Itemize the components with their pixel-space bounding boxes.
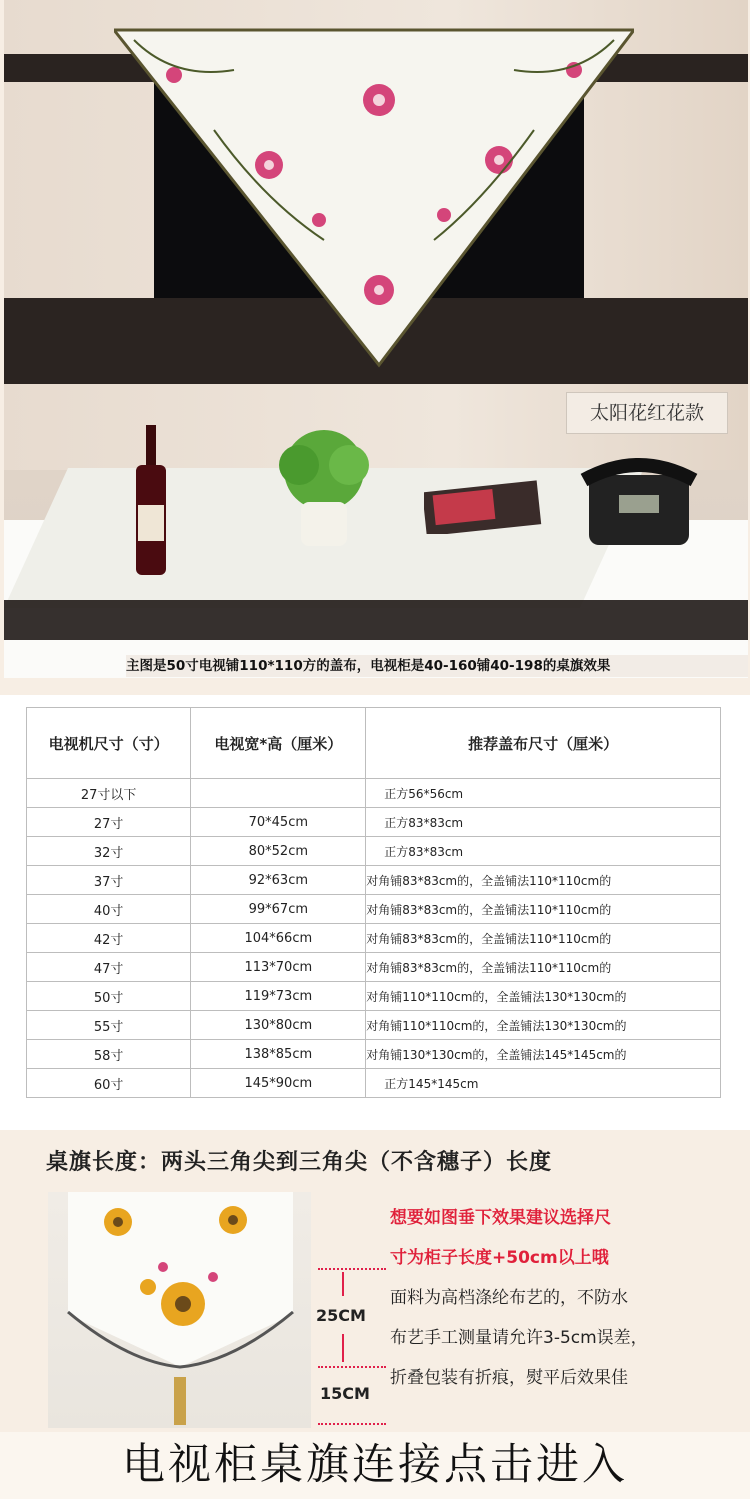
tv-cover-doily (114, 0, 634, 370)
dimension-line-bottom (318, 1423, 386, 1425)
telephone (579, 455, 699, 550)
dimension-line-top (318, 1268, 386, 1270)
cell-cover-size: 正方56*56cm (366, 779, 721, 808)
runner-length-title: 桌旗长度：两头三角尖到三角尖（不含穗子）长度 (46, 1150, 553, 1175)
size-table (26, 707, 721, 1098)
note-line: 布艺手工测量请允许3-5cm误差， (390, 1328, 648, 1348)
size-table-row (27, 1040, 721, 1069)
size-table-row (27, 953, 721, 982)
cell-cover-size: 正方145*145cm (366, 1069, 721, 1098)
size-table-row (27, 837, 721, 866)
cell-tv-dimensions: 80*52cm (191, 837, 366, 866)
cell-cover-size: 对角铺83*83cm的，全盖铺法110*110cm的 (366, 895, 721, 924)
size-table-row (27, 895, 721, 924)
dimension-label-15cm: 15CM (320, 1384, 370, 1403)
cell-tv-size: 40寸 (27, 895, 191, 924)
cell-tv-size: 32寸 (27, 837, 191, 866)
header-cover-size: 推荐盖布尺寸（厘米） (366, 708, 721, 779)
cell-tv-dimensions: 145*90cm (191, 1069, 366, 1098)
cabinet-runner-link[interactable]: 电视柜桌旗连接点击进入 (0, 1432, 750, 1499)
cell-cover-size: 对角铺83*83cm的，全盖铺法110*110cm的 (366, 866, 721, 895)
cell-tv-size: 55寸 (27, 1011, 191, 1040)
cell-tv-dimensions: 113*70cm (191, 953, 366, 982)
cell-cover-size: 对角铺130*130cm的，全盖铺法145*145cm的 (366, 1040, 721, 1069)
cell-cover-size: 对角铺83*83cm的，全盖铺法110*110cm的 (366, 953, 721, 982)
dimension-arrow-25-lower (342, 1334, 344, 1362)
cell-tv-size: 37寸 (27, 866, 191, 895)
note-line: 想要如图垂下效果建议选择尺 (390, 1208, 611, 1228)
cell-cover-size: 对角铺110*110cm的，全盖铺法130*130cm的 (366, 982, 721, 1011)
cell-tv-dimensions: 119*73cm (191, 982, 366, 1011)
size-table-row (27, 982, 721, 1011)
wine-bottle (134, 425, 168, 575)
cell-tv-dimensions: 99*67cm (191, 895, 366, 924)
cell-tv-dimensions: 70*45cm (191, 808, 366, 837)
cell-tv-dimensions: 130*80cm (191, 1011, 366, 1040)
size-table-row (27, 1011, 721, 1040)
size-table-header (27, 708, 721, 779)
size-table-row (27, 924, 721, 953)
product-notes (390, 1198, 730, 1398)
cell-tv-size: 42寸 (27, 924, 191, 953)
header-tv-dimensions: 电视宽*高（厘米） (191, 708, 366, 779)
size-chart-panel (0, 695, 750, 1130)
cell-tv-size: 58寸 (27, 1040, 191, 1069)
cell-tv-dimensions: 104*66cm (191, 924, 366, 953)
dimension-label-25cm: 25CM (316, 1306, 366, 1325)
runner-detail-photo (48, 1192, 311, 1428)
potted-plant (269, 430, 379, 550)
cabinet-shadow (4, 600, 748, 640)
photo-caption: 主图是50寸电视铺110*110方的盖布，电视柜是40-160铺40-198的桌旗效果 (126, 655, 748, 677)
size-table-row (27, 866, 721, 895)
header-tv-size: 电视机尺寸（寸） (27, 708, 191, 779)
cell-cover-size: 对角铺83*83cm的，全盖铺法110*110cm的 (366, 924, 721, 953)
note-line: 折叠包装有折痕，熨平后效果佳 (390, 1368, 628, 1388)
note-line: 面料为高档涤纶布艺的，不防水 (390, 1288, 628, 1308)
cell-tv-size: 27寸 (27, 808, 191, 837)
cell-tv-dimensions: 138*85cm (191, 1040, 366, 1069)
cell-tv-dimensions (191, 779, 366, 808)
size-table-row (27, 779, 721, 808)
size-table-row (27, 808, 721, 837)
dimension-line-middle (318, 1366, 386, 1368)
cell-tv-size: 50寸 (27, 982, 191, 1011)
size-table-row (27, 1069, 721, 1098)
dimension-arrow-25 (342, 1272, 344, 1296)
cell-tv-size: 60寸 (27, 1069, 191, 1098)
magazine (424, 476, 544, 534)
cell-cover-size: 对角铺110*110cm的，全盖铺法130*130cm的 (366, 1011, 721, 1040)
cell-cover-size: 正方83*83cm (366, 808, 721, 837)
cell-tv-dimensions: 92*63cm (191, 866, 366, 895)
cell-tv-size: 47寸 (27, 953, 191, 982)
note-line: 寸为柜子长度+50cm以上哦 (390, 1248, 609, 1268)
cell-cover-size: 正方83*83cm (366, 837, 721, 866)
product-photo-main (4, 0, 748, 678)
cell-tv-size: 27寸以下 (27, 779, 191, 808)
runner-embroidery (48, 1192, 311, 1428)
style-tag-label: 太阳花红花款 (566, 392, 728, 434)
